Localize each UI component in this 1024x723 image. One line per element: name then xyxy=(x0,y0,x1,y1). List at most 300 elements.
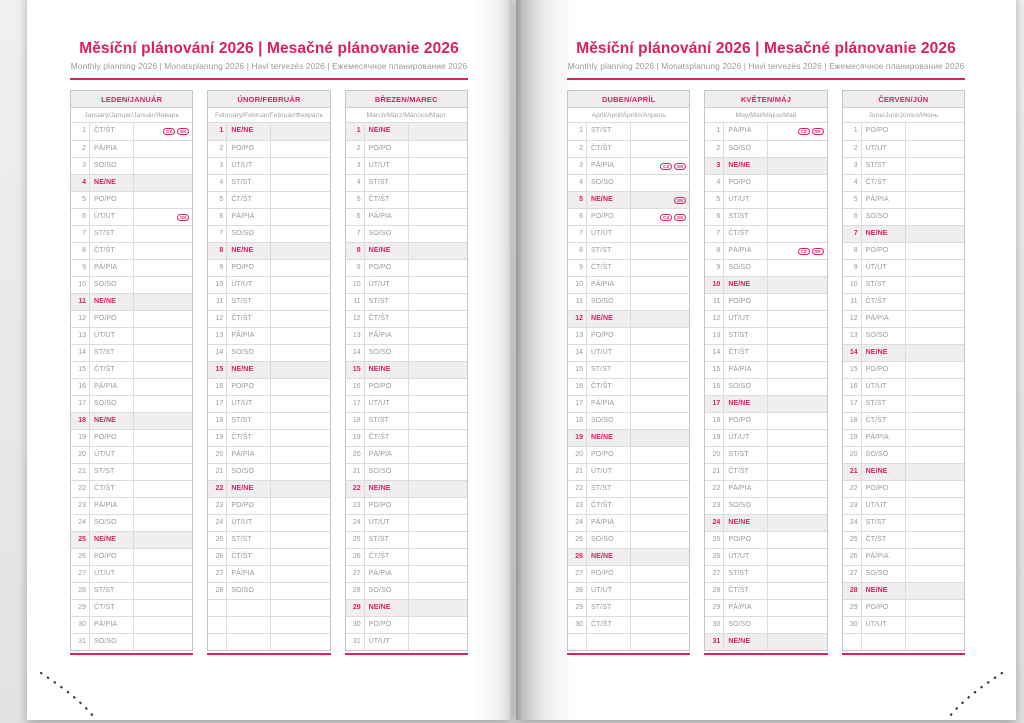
day-number xyxy=(208,600,226,616)
weekday-label: NE/NE xyxy=(723,396,767,412)
day-number: 5 xyxy=(82,196,86,203)
day-number: 18 xyxy=(78,417,86,424)
weekday-label: ČT/ŠT xyxy=(226,549,270,565)
notes-cell xyxy=(408,123,467,140)
notes-cell xyxy=(630,362,689,378)
day-row xyxy=(705,157,826,174)
notes-cell xyxy=(408,345,467,361)
day-number: 20 xyxy=(849,451,858,458)
day-row xyxy=(843,616,964,633)
day-row xyxy=(346,123,467,140)
notes-cell xyxy=(905,549,964,565)
month-days xyxy=(568,123,689,650)
day-row xyxy=(568,429,689,446)
weekday-label: ČT/ŠT xyxy=(861,175,905,191)
notes-cell xyxy=(270,226,329,242)
day-number: 14 xyxy=(712,349,721,356)
notes-cell xyxy=(270,583,329,599)
notes-cell xyxy=(905,277,964,293)
day-number: 22 xyxy=(215,485,224,492)
title-divider xyxy=(567,78,965,80)
day-number: 4 xyxy=(853,179,858,186)
weekday-label: PÁ/PIA xyxy=(723,243,767,259)
day-row xyxy=(208,514,329,531)
day-number: 7 xyxy=(219,230,224,237)
day-row xyxy=(705,293,826,310)
day-row xyxy=(71,633,192,650)
weekday-label: ST/ST xyxy=(226,175,270,191)
day-number: 13 xyxy=(849,332,858,339)
notes-cell xyxy=(767,634,826,650)
day-row xyxy=(843,565,964,582)
notes-cell xyxy=(133,634,192,650)
weekday-label xyxy=(226,617,270,633)
day-row xyxy=(71,463,192,480)
day-number: 25 xyxy=(215,536,224,543)
months-row xyxy=(567,90,965,655)
day-number: 10 xyxy=(575,281,583,288)
day-row xyxy=(71,191,192,208)
weekday-label: ČT/ŠT xyxy=(89,243,133,259)
day-row xyxy=(568,599,689,616)
weekday-label: PO/PO xyxy=(861,123,905,140)
day-row xyxy=(346,429,467,446)
day-number: 28 xyxy=(215,587,224,594)
month-column xyxy=(70,90,193,655)
weekday-label: ST/ST xyxy=(226,532,270,548)
day-row xyxy=(568,191,689,208)
notes-cell xyxy=(408,192,467,208)
weekday-label: ÚT/UT xyxy=(861,617,905,633)
weekday-label: ST/ST xyxy=(723,566,767,582)
day-number: 12 xyxy=(575,315,583,322)
day-number: 16 xyxy=(215,383,224,390)
day-row xyxy=(705,616,826,633)
notes-cell xyxy=(408,243,467,259)
notes-cell xyxy=(408,379,467,395)
day-number: 21 xyxy=(849,468,858,475)
day-number: 12 xyxy=(352,315,361,322)
day-number: 21 xyxy=(78,468,86,475)
weekday-label: ÚT/UT xyxy=(586,464,630,480)
day-row xyxy=(208,191,329,208)
weekday-label: ÚT/UT xyxy=(226,515,270,531)
day-number: 20 xyxy=(215,451,224,458)
month-name: LEDEN/JANUÁR xyxy=(71,91,192,108)
weekday-label: NE/NE xyxy=(723,634,767,650)
day-row xyxy=(346,480,467,497)
day-row xyxy=(346,191,467,208)
notes-cell xyxy=(767,430,826,446)
day-row xyxy=(208,497,329,514)
day-row xyxy=(843,310,964,327)
weekday-label: ÚT/UT xyxy=(364,515,408,531)
day-row xyxy=(843,395,964,412)
weekday-label: NE/NE xyxy=(586,311,630,327)
month-name: ČERVEN/JÚN xyxy=(843,91,964,108)
day-number: 6 xyxy=(716,213,721,220)
notes-cell xyxy=(767,226,826,242)
notes-cell xyxy=(905,345,964,361)
month-languages: April/April/Április/Апрель xyxy=(568,108,689,123)
weekday-label: PÁ/PIA xyxy=(364,209,408,225)
weekday-label: ÚT/UT xyxy=(861,141,905,157)
notes-cell xyxy=(270,277,329,293)
day-row xyxy=(346,395,467,412)
day-row xyxy=(843,582,964,599)
day-number: 23 xyxy=(575,502,583,509)
day-number: 6 xyxy=(853,213,858,220)
notes-cell xyxy=(767,447,826,463)
day-row xyxy=(843,344,964,361)
day-row xyxy=(568,497,689,514)
day-row xyxy=(843,497,964,514)
month-languages: June/Juni/Június/Июнь xyxy=(843,108,964,123)
day-number: 24 xyxy=(78,519,86,526)
day-row xyxy=(208,225,329,242)
day-number: 13 xyxy=(78,332,86,339)
day-row xyxy=(705,446,826,463)
day-row xyxy=(71,242,192,259)
day-row xyxy=(705,582,826,599)
day-number: 8 xyxy=(853,247,858,254)
day-number: 9 xyxy=(356,264,361,271)
notes-cell xyxy=(630,549,689,565)
notes-cell xyxy=(408,583,467,599)
day-number: 26 xyxy=(849,553,858,560)
weekday-label: PO/PO xyxy=(723,175,767,191)
page-left xyxy=(27,0,511,720)
weekday-label: SO/SO xyxy=(586,532,630,548)
day-row xyxy=(71,344,192,361)
day-row xyxy=(346,616,467,633)
weekday-label xyxy=(226,600,270,616)
weekday-label: ÚT/UT xyxy=(89,209,133,225)
notes-cell xyxy=(630,600,689,616)
weekday-label: ČT/ŠT xyxy=(861,294,905,310)
day-row xyxy=(568,344,689,361)
notes-cell xyxy=(630,277,689,293)
notes-cell xyxy=(408,600,467,616)
day-number: 3 xyxy=(356,162,361,169)
day-number: 11 xyxy=(78,298,86,305)
day-number: 21 xyxy=(575,468,583,475)
day-number: 26 xyxy=(78,553,86,560)
day-row xyxy=(346,327,467,344)
weekday-label: ST/ST xyxy=(586,481,630,497)
day-row xyxy=(208,633,329,650)
weekday-label: SO/SO xyxy=(226,583,270,599)
day-number: 8 xyxy=(82,247,86,254)
weekday-label: ÚT/UT xyxy=(723,192,767,208)
weekday-label: ST/ST xyxy=(364,294,408,310)
day-number: 28 xyxy=(575,587,583,594)
day-row xyxy=(705,276,826,293)
notes-cell xyxy=(408,294,467,310)
day-row xyxy=(208,582,329,599)
month-languages: February/Februar/Február/Февраль xyxy=(208,108,329,123)
day-row xyxy=(568,548,689,565)
notes-cell xyxy=(270,328,329,344)
day-row xyxy=(568,616,689,633)
month-days xyxy=(843,123,964,650)
day-row xyxy=(705,310,826,327)
day-row xyxy=(71,429,192,446)
weekday-label: NE/NE xyxy=(861,345,905,361)
notes-cell xyxy=(767,566,826,582)
day-row xyxy=(568,327,689,344)
day-row xyxy=(346,378,467,395)
day-number: 19 xyxy=(575,434,583,441)
month-underline xyxy=(70,653,193,655)
month-underline xyxy=(842,653,965,655)
holiday-badge-sk: SK xyxy=(812,128,824,135)
day-number: 18 xyxy=(215,417,224,424)
weekday-label: NE/NE xyxy=(226,123,270,140)
holiday-badge-cz: CZ xyxy=(798,248,810,255)
weekday-label: PÁ/PIA xyxy=(723,362,767,378)
day-row xyxy=(208,344,329,361)
notes-cell xyxy=(133,566,192,582)
day-row xyxy=(705,429,826,446)
day-row xyxy=(208,548,329,565)
notes-cell xyxy=(270,566,329,582)
month-underline xyxy=(567,653,690,655)
weekday-label: PÁ/PIA xyxy=(226,328,270,344)
day-row xyxy=(346,259,467,276)
day-number: 23 xyxy=(352,502,361,509)
day-row xyxy=(346,497,467,514)
page-subtitle: Monthly planning 2026 | Monatsplanung 2026 | Havi tervezés 2026 | Ежемесячное планирование 2026 xyxy=(70,61,468,71)
day-row xyxy=(346,276,467,293)
page-left-content xyxy=(70,0,468,655)
day-row xyxy=(71,276,192,293)
day-number: 27 xyxy=(215,570,224,577)
notes-cell xyxy=(408,481,467,497)
month-name: ÚNOR/FEBRUÁR xyxy=(208,91,329,108)
day-row xyxy=(71,548,192,565)
day-number: 29 xyxy=(712,604,721,611)
day-number: 9 xyxy=(219,264,224,271)
day-number: 26 xyxy=(712,553,721,560)
notes-cell xyxy=(905,260,964,276)
day-number: 2 xyxy=(716,145,721,152)
notes-cell xyxy=(905,583,964,599)
day-number: 19 xyxy=(78,434,86,441)
day-number: 5 xyxy=(579,196,583,203)
day-number: 10 xyxy=(849,281,858,288)
notes-cell xyxy=(408,260,467,276)
notes-cell xyxy=(905,243,964,259)
notes-cell xyxy=(270,345,329,361)
weekday-label: ÚT/UT xyxy=(226,158,270,174)
notes-cell xyxy=(408,158,467,174)
day-row xyxy=(705,174,826,191)
notes-cell xyxy=(767,345,826,361)
notes-cell xyxy=(905,226,964,242)
day-number: 11 xyxy=(575,298,583,305)
day-row xyxy=(705,327,826,344)
weekday-label xyxy=(226,634,270,650)
weekday-label: ČT/ŠT xyxy=(723,345,767,361)
notes-cell xyxy=(630,311,689,327)
notes-cell xyxy=(133,532,192,548)
day-row xyxy=(843,191,964,208)
notes-cell xyxy=(133,123,192,140)
notes-cell xyxy=(767,311,826,327)
weekday-label: SO/SO xyxy=(861,447,905,463)
day-row xyxy=(705,344,826,361)
notes-cell xyxy=(905,396,964,412)
day-row xyxy=(208,157,329,174)
day-row xyxy=(71,259,192,276)
weekday-label: NE/NE xyxy=(364,600,408,616)
notes-cell xyxy=(133,209,192,225)
notes-cell xyxy=(630,226,689,242)
day-number: 7 xyxy=(356,230,361,237)
notes-cell xyxy=(905,515,964,531)
notes-cell xyxy=(270,532,329,548)
day-row xyxy=(346,514,467,531)
day-row xyxy=(71,616,192,633)
weekday-label: ÚT/UT xyxy=(364,277,408,293)
day-number: 1 xyxy=(356,127,361,134)
notes-cell xyxy=(767,260,826,276)
weekday-label: PÁ/PIA xyxy=(723,600,767,616)
weekday-label: NE/NE xyxy=(89,175,133,191)
weekday-label xyxy=(586,634,630,650)
notes-cell xyxy=(630,379,689,395)
day-row xyxy=(843,208,964,225)
weekday-label: PÁ/PIA xyxy=(226,209,270,225)
day-number: 30 xyxy=(849,621,858,628)
day-number: 14 xyxy=(575,349,583,356)
weekday-label: PO/PO xyxy=(226,379,270,395)
day-number: 6 xyxy=(356,213,361,220)
notes-cell xyxy=(905,362,964,378)
day-number: 17 xyxy=(849,400,858,407)
month-name: DUBEN/APRÍL xyxy=(568,91,689,108)
day-number: 18 xyxy=(712,417,721,424)
day-number: 23 xyxy=(215,502,224,509)
notes-cell xyxy=(270,549,329,565)
notes-cell xyxy=(767,141,826,157)
notes-cell xyxy=(408,413,467,429)
day-number: 23 xyxy=(78,502,86,509)
notes-cell xyxy=(133,260,192,276)
month-table xyxy=(207,90,330,651)
holiday-badge-sk: SK xyxy=(674,214,686,221)
day-number: 11 xyxy=(850,298,858,305)
day-number: 7 xyxy=(82,230,86,237)
weekday-label: SO/SO xyxy=(226,345,270,361)
notes-cell xyxy=(408,141,467,157)
weekday-label: PÁ/PIA xyxy=(226,447,270,463)
day-number: 28 xyxy=(352,587,361,594)
weekday-label: SO/SO xyxy=(586,175,630,191)
holiday-badge-sk: SK xyxy=(674,197,686,204)
day-number: 9 xyxy=(82,264,86,271)
day-number: 9 xyxy=(579,264,583,271)
day-row xyxy=(843,327,964,344)
day-row xyxy=(568,361,689,378)
month-days xyxy=(705,123,826,650)
day-row xyxy=(71,480,192,497)
notes-cell xyxy=(133,464,192,480)
day-row xyxy=(346,548,467,565)
day-number: 3 xyxy=(579,162,583,169)
weekday-label: PO/PO xyxy=(586,328,630,344)
notes-cell xyxy=(270,600,329,616)
day-row xyxy=(705,361,826,378)
day-number: 3 xyxy=(219,162,224,169)
notes-cell xyxy=(630,430,689,446)
notes-cell xyxy=(270,617,329,633)
day-number: 1 xyxy=(853,127,858,134)
day-number: 12 xyxy=(215,315,224,322)
notes-cell xyxy=(408,464,467,480)
day-number: 1 xyxy=(579,127,583,134)
day-row xyxy=(71,395,192,412)
day-number: 25 xyxy=(712,536,721,543)
weekday-label: NE/NE xyxy=(226,362,270,378)
day-number: 15 xyxy=(78,366,86,373)
day-number: 30 xyxy=(78,621,86,628)
notes-cell xyxy=(905,464,964,480)
notes-cell xyxy=(767,243,826,259)
day-number: 28 xyxy=(712,587,721,594)
weekday-label: PO/PO xyxy=(723,294,767,310)
day-row xyxy=(71,208,192,225)
day-row xyxy=(71,327,192,344)
notes-cell xyxy=(905,192,964,208)
notes-cell xyxy=(133,600,192,616)
month-days xyxy=(346,123,467,650)
day-number: 31 xyxy=(78,638,86,645)
month-column xyxy=(345,90,468,655)
day-number: 15 xyxy=(215,366,224,373)
holiday-badge-sk: SK xyxy=(177,128,189,135)
notes-cell xyxy=(408,498,467,514)
weekday-label: NE/NE xyxy=(226,481,270,497)
notes-cell xyxy=(270,362,329,378)
notes-cell xyxy=(767,481,826,497)
weekday-label: ČT/ŠT xyxy=(861,413,905,429)
notes-cell xyxy=(270,464,329,480)
day-number: 22 xyxy=(78,485,86,492)
day-number: 2 xyxy=(853,145,858,152)
weekday-label: ČT/ŠT xyxy=(364,192,408,208)
day-row xyxy=(705,140,826,157)
notes-cell xyxy=(767,294,826,310)
day-row xyxy=(71,412,192,429)
day-number: 12 xyxy=(78,315,86,322)
weekday-label: ST/ST xyxy=(89,583,133,599)
day-number: 13 xyxy=(712,332,721,339)
day-row xyxy=(568,633,689,650)
notes-cell xyxy=(630,294,689,310)
notes-cell xyxy=(630,532,689,548)
day-number: 19 xyxy=(215,434,224,441)
day-number: 31 xyxy=(352,638,361,645)
notes-cell xyxy=(905,566,964,582)
weekday-label: ST/ST xyxy=(586,362,630,378)
notes-cell xyxy=(270,515,329,531)
day-row xyxy=(208,378,329,395)
notes-cell xyxy=(630,192,689,208)
day-row xyxy=(71,174,192,191)
weekday-label: ST/ST xyxy=(226,294,270,310)
